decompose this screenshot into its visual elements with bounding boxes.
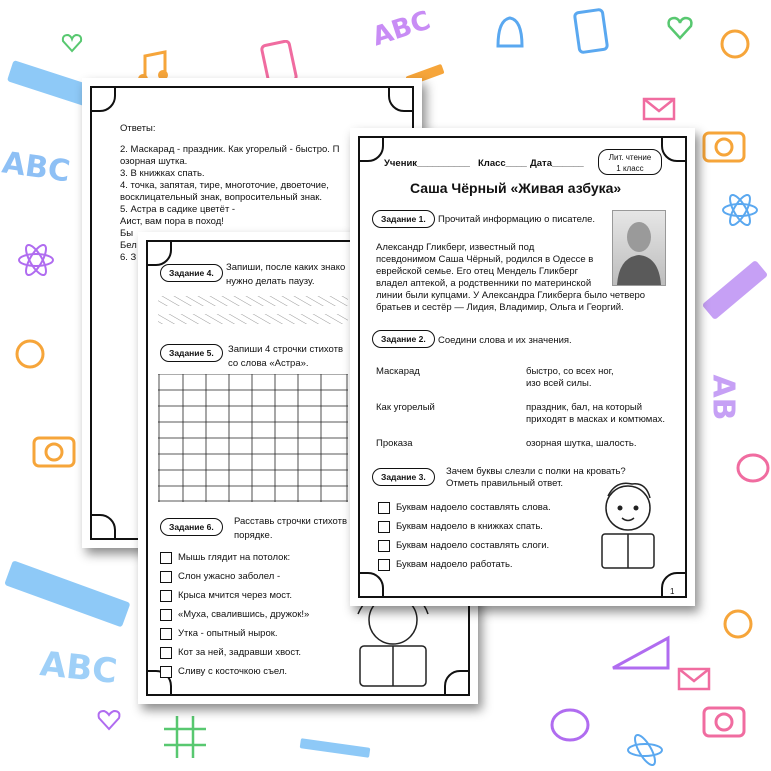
calculator-icon	[572, 8, 612, 58]
answer-option: Буквам надоело составлять слоги.	[396, 540, 550, 551]
camera-icon	[30, 430, 80, 470]
word-item: Проказа	[376, 438, 413, 449]
meaning-item: праздник, бал, на который	[526, 402, 643, 413]
word-item: Как угорелый	[376, 402, 435, 413]
atom-icon	[720, 190, 760, 230]
handwriting-lines	[158, 294, 348, 328]
task1-text: Прочитай информацию о писателе.	[438, 214, 596, 225]
poem-line: Утка - опытный нырок.	[178, 628, 278, 639]
order-checkbox[interactable]	[160, 647, 172, 659]
meaning-item: быстро, со всех ног,	[526, 366, 614, 377]
border-corner	[146, 240, 172, 266]
order-checkbox[interactable]	[160, 609, 172, 621]
bell-icon	[490, 8, 530, 58]
tic-tac-toe-icon	[160, 712, 210, 762]
task1-badge: Задание 1.	[372, 210, 435, 228]
order-checkbox[interactable]	[160, 628, 172, 640]
answer-line: озорная шутка.	[120, 156, 188, 167]
bio-line: линии были купцами. У Александра Гликберга было четверо	[376, 290, 646, 301]
class-field[interactable]: Класс____	[478, 158, 527, 169]
task3-badge: Задание 3.	[372, 468, 435, 486]
task2-badge: Задание 2.	[372, 330, 435, 348]
subject-badge	[598, 149, 662, 175]
border-corner	[661, 136, 687, 162]
answer-option: Буквам надоело в книжках спать.	[396, 521, 543, 532]
worksheet-title: Саша Чёрный «Живая азбука»	[410, 180, 622, 196]
bio-line: псевдонимом Саша Чёрный, родился в Одессе в	[376, 254, 594, 265]
poem-line: Мышь глядит на потолок:	[178, 552, 291, 563]
ruler-icon	[690, 250, 770, 330]
heart-icon	[60, 30, 84, 54]
poem-line: «Муха, свалившись, дружок!»	[178, 609, 310, 620]
answer-line: восклицательный знак, вопросительный знак.	[120, 192, 323, 203]
page-number: 1	[670, 587, 675, 596]
answer-checkbox[interactable]	[378, 521, 390, 533]
task2-text: Соедини слова и их значения.	[438, 335, 572, 346]
border-corner	[358, 572, 384, 598]
answer-checkbox[interactable]	[378, 540, 390, 552]
order-checkbox[interactable]	[160, 552, 172, 564]
camera-icon	[700, 125, 750, 165]
portrait-figure	[613, 211, 665, 285]
subject-name: Лит. чтение	[608, 153, 652, 162]
apple-icon	[10, 330, 50, 370]
bio-line: братьев и сестёр — Лидия, Владимир, Ольга и Георгий.	[376, 302, 624, 313]
task5-text: Запиши 4 строчки стихотв	[228, 344, 343, 355]
task6-text: порядке.	[234, 530, 273, 541]
camera-icon	[700, 700, 750, 740]
girl-reading-illustration	[338, 592, 448, 692]
order-checkbox[interactable]	[160, 571, 172, 583]
answer-line: 6. З	[120, 252, 137, 263]
task4-badge: Задание 4.	[160, 264, 223, 282]
border-corner	[358, 136, 384, 162]
answer-option: Буквам надоело работать.	[396, 559, 513, 570]
ab-text-decor: AB	[705, 374, 741, 421]
answer-line: 4. точка, запятая, тире, многоточие, двоеточие,	[120, 180, 329, 191]
heart-icon	[95, 705, 123, 733]
date-field[interactable]: Дата______	[530, 158, 584, 169]
writer-portrait	[612, 210, 666, 286]
order-checkbox[interactable]	[160, 666, 172, 678]
boy-reading-illustration	[588, 478, 668, 578]
answer-checkbox[interactable]	[378, 559, 390, 571]
meaning-item: приходят в масках и комтюмах.	[526, 414, 666, 425]
heart-icon	[665, 12, 695, 42]
palette-icon	[548, 705, 593, 745]
poem-line: Крыса мчится через мост.	[178, 590, 292, 601]
writing-grid	[158, 374, 348, 502]
answer-option: Буквам надоело составлять слова.	[396, 502, 551, 513]
abc-text-decor: ABC	[368, 5, 435, 53]
ruler-icon	[0, 560, 140, 630]
meaning-item: озорная шутка, шалость.	[526, 438, 637, 449]
abc-text-decor: ABC	[0, 145, 73, 190]
front-worksheet	[350, 128, 695, 606]
task6-badge: Задание 6.	[160, 518, 223, 536]
answer-line: 3. В книжках спать.	[120, 168, 205, 179]
apple-icon	[715, 20, 755, 60]
apple-icon	[718, 600, 758, 640]
student-name-field[interactable]: Ученик__________	[384, 158, 470, 169]
answer-line: Аист, вам пора в поход!	[120, 216, 224, 227]
task5-badge: Задание 5.	[160, 344, 223, 362]
answer-line: 2. Маскарад - праздник. Как угорелый - быстро. П	[120, 144, 340, 155]
atom-icon	[625, 730, 665, 770]
border-corner	[388, 86, 414, 112]
poem-line: Кот за ней, задравши хвост.	[178, 647, 302, 658]
triangle-ruler-icon	[608, 628, 678, 678]
task4-text: Запиши, после каких знако	[226, 262, 346, 273]
answer-line: Бел	[120, 240, 137, 251]
task5-text: со слова «Астра».	[228, 358, 309, 369]
word-item: Маскарад	[376, 366, 420, 377]
order-checkbox[interactable]	[160, 590, 172, 602]
border-corner	[90, 86, 116, 112]
poem-line: Слон ужасно заболел -	[178, 571, 281, 582]
meaning-item: изо всей силы.	[526, 378, 592, 389]
envelope-icon	[640, 95, 680, 125]
palette-icon	[735, 448, 771, 488]
envelope-icon	[675, 665, 715, 695]
abc-text-decor: ABC	[38, 644, 120, 692]
bio-line: владел аптекой, а родственники по материнской	[376, 278, 592, 289]
task4-text: нужно делать паузу.	[226, 276, 315, 287]
pencil-icon	[295, 735, 375, 765]
answer-line: 5. Астра в садике цветёт -	[120, 204, 236, 215]
grade-label: 1 класс	[616, 164, 644, 173]
border-corner	[90, 514, 116, 540]
bio-line: Александр Гликберг, известный под	[376, 242, 535, 253]
answer-checkbox[interactable]	[378, 502, 390, 514]
task3-text: Отметь правильный ответ.	[446, 478, 564, 489]
task3-text: Зачем буквы слезли с полки на кровать?	[446, 466, 626, 477]
bio-line: еврейской семье. Его отец Мендель Гликберг	[376, 266, 579, 277]
answers-title: Ответы:	[120, 123, 156, 134]
answer-line: Бы	[120, 228, 134, 239]
task6-text: Расставь строчки стихотв	[234, 516, 348, 527]
atom-icon	[16, 240, 56, 280]
poem-line: Сливу с косточкою съел.	[178, 666, 288, 677]
